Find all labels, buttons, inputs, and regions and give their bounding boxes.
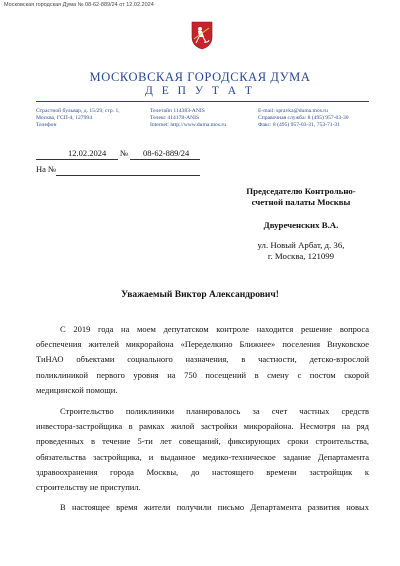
contact-line: Телефон <box>36 122 57 129</box>
reply-label: На № <box>36 164 57 174</box>
salutation: Уважаемый Виктор Александрович! <box>121 290 279 300</box>
header-divider <box>36 101 369 102</box>
contact-line: Москва, ГСП-4, 127994 <box>36 115 92 122</box>
org-name: МОСКОВСКАЯ ГОРОДСКАЯ ДУМА <box>89 70 311 84</box>
text-line: ТиНАО объектами социального назначения, в частности, детско-взрослой <box>36 354 369 365</box>
contact-address <box>36 108 120 130</box>
letter-date: 12.02.2024 <box>68 148 107 158</box>
text-line: С 2019 года на моем депутатском контроле находится решение вопроса <box>60 324 369 334</box>
contact-line: Телекс 414178-ANIS <box>150 115 200 122</box>
address-line: г. Москва, 121099 <box>267 251 335 261</box>
contact-line: Факс: 8 (495) 957-03-31, 753-71-31 <box>258 122 341 129</box>
text-line: инвестора-застройщика в рамках жилой застройки микрорайона. Несмотря на ряд <box>36 421 369 432</box>
text-line: поликлиникой первого уровня на 750 посещений в смену с постом скорой <box>36 369 369 380</box>
text-line: строительству не приступил. <box>36 482 141 493</box>
text-line: здравоохранения города Москвы, до настоящего времени застройщик к <box>36 466 369 477</box>
moscow-coat-of-arms-icon <box>190 20 214 50</box>
addressee-address <box>236 240 366 262</box>
letter-number: 08-62-889/24 <box>143 148 190 158</box>
body-paragraph-3 <box>36 500 369 515</box>
address-line: ул. Новый Арбат, д. 36, <box>257 240 345 250</box>
body-paragraph-2 <box>36 404 369 495</box>
org-subtitle: Д Е П У Т А Т <box>145 85 255 97</box>
addressee-name <box>236 220 366 231</box>
contact-line: Справочная служба: 8 (495) 957-03-30 <box>258 115 349 122</box>
text-line: В настоящее время жители получили письмо Департамента развития новых <box>60 502 369 512</box>
body-paragraph-1 <box>36 322 369 398</box>
contact-telecom <box>150 108 226 130</box>
text-line: обеспечения жителей микрорайона «Переделкино Ближнее» поселения Внуковское <box>36 339 369 350</box>
contact-line: E-mail: spravka@duma.mos.ru <box>258 108 328 114</box>
contact-line: Телетайп 114383-ANIS <box>150 108 205 114</box>
contact-line: Страстной бульвар, д. 15/29, стр. 1, <box>36 108 120 114</box>
addressee-line: счетной палаты Москвы <box>251 197 351 207</box>
addressee-block <box>236 186 366 208</box>
text-line: проведенных в течение 5-ти лет совещаний, фиксирующих сроки строительства, <box>36 436 369 447</box>
reply-underline <box>56 165 200 176</box>
addressee-line: Председателю Контрольно- <box>246 186 356 196</box>
text-line: медицинской помощи. <box>36 384 118 395</box>
number-sign: № <box>120 148 129 158</box>
text-line: обязательства застройщика, и выданное медико-техническое задание Департамента <box>36 451 369 462</box>
registration-stamp-line: Московская городская Дума № 08-62-889/24 от 12.02.2024 <box>4 2 154 8</box>
contact-line: Internet: http://www.duma.mos.ru <box>150 122 227 129</box>
addressee-name-text: Двуреченских В.А. <box>263 220 339 230</box>
contact-email-phone <box>258 108 349 130</box>
text-line: Строительство поликлиники планировалось за счет частных средств <box>60 406 369 416</box>
